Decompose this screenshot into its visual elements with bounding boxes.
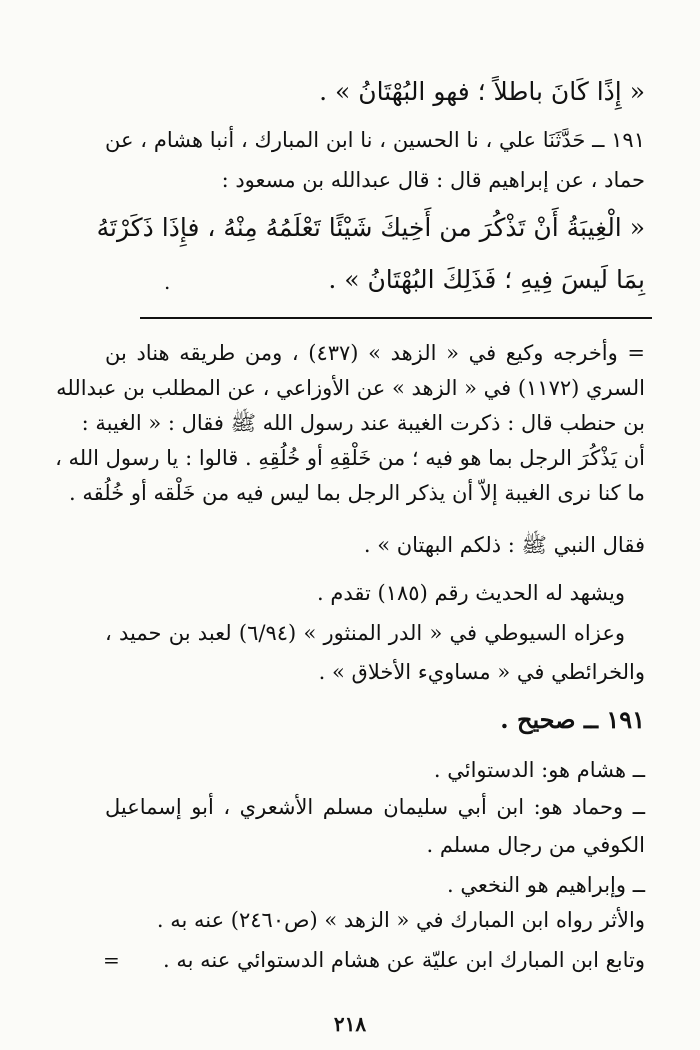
isnad-line: ١٩١ ــ حَدَّثَنَا علي ، نا الحسين ، نا ابن المبارك ، أنبا هشام ، عن [105, 128, 645, 152]
footnote-line: والخرائطي في « مساويء الأخلاق » . [318, 660, 645, 684]
footnote-line: = وأخرجه وكيع في « الزهد » (٤٣٧) ، ومن طريقه هناد بن [105, 341, 645, 365]
footnote-line: أن يَذْكُرَ الرجل بما هو فيه ؛ من خَلْقِهِ أو خُلُقِهِ . قالوا : يا رسول الله ، [55, 446, 645, 470]
grading-line: ــ وحماد هو: ابن أبي سليمان مسلم الأشعري ، أبو إسماعيل [105, 795, 645, 819]
page-number: ٢١٨ [333, 1012, 367, 1036]
grading-heading: ١٩١ ــ صحيح . [500, 705, 645, 734]
footnote-line: فقال النبي ﷺ : ذلكم البهتان » . [363, 533, 645, 557]
footnote-divider [140, 317, 652, 319]
grading-line: ــ وإبراهيم هو النخعي . [447, 873, 645, 897]
hadith-text-line: « الْغِيبَةُ أَنْ تَذْكُرَ من أَخِيكَ شَيْئًا تَعْلَمُهُ مِنْهُ ، فإِذَا ذَكَرْتَهُ [96, 213, 645, 242]
footnote-line: ما كنا نرى الغيبة إلاّ أن يذكر الرجل بما ليس فيه من خَلْقه أو خُلُقه . [69, 481, 645, 505]
grading-line: والأثر رواه ابن المبارك في « الزهد » (ص٢٤٦٠) عنه به . [156, 908, 645, 932]
footnote-line: بن حنطب قال : ذكرت الغيبة عند رسول الله ﷺ فقال : « الغيبة : [81, 411, 645, 435]
stray-dot: . [164, 270, 171, 294]
footnote-line: ويشهد له الحديث رقم (١٨٥) تقدم . [317, 581, 625, 605]
hadith-text-line: « إِذًا كَانَ باطلاً ؛ فهو البُهْتَانُ » . [319, 77, 645, 106]
footnote-line: وعزاه السيوطي في « الدر المنثور » (٦/٩٤) لعبد بن حميد ، [105, 621, 625, 645]
isnad-line: حماد ، عن إبراهيم قال : قال عبدالله بن مسعود : [221, 168, 645, 192]
grading-line: وتابع ابن المبارك ابن عليّة عن هشام الدستوائي عنه به . [163, 948, 645, 972]
grading-line: الكوفي من رجال مسلم . [426, 833, 645, 857]
grading-line: ــ هشام هو: الدستوائي . [433, 758, 645, 782]
footnote-line: السري (١١٧٢) في « الزهد » عن الأوزاعي ، عن المطلب بن عبدالله [56, 376, 645, 400]
hadith-text-line: بِمَا لَيسَ فِيهِ ؛ فَذَلِكَ البُهْتَانُ » . [328, 265, 645, 294]
continuation-marker: = [103, 948, 120, 972]
